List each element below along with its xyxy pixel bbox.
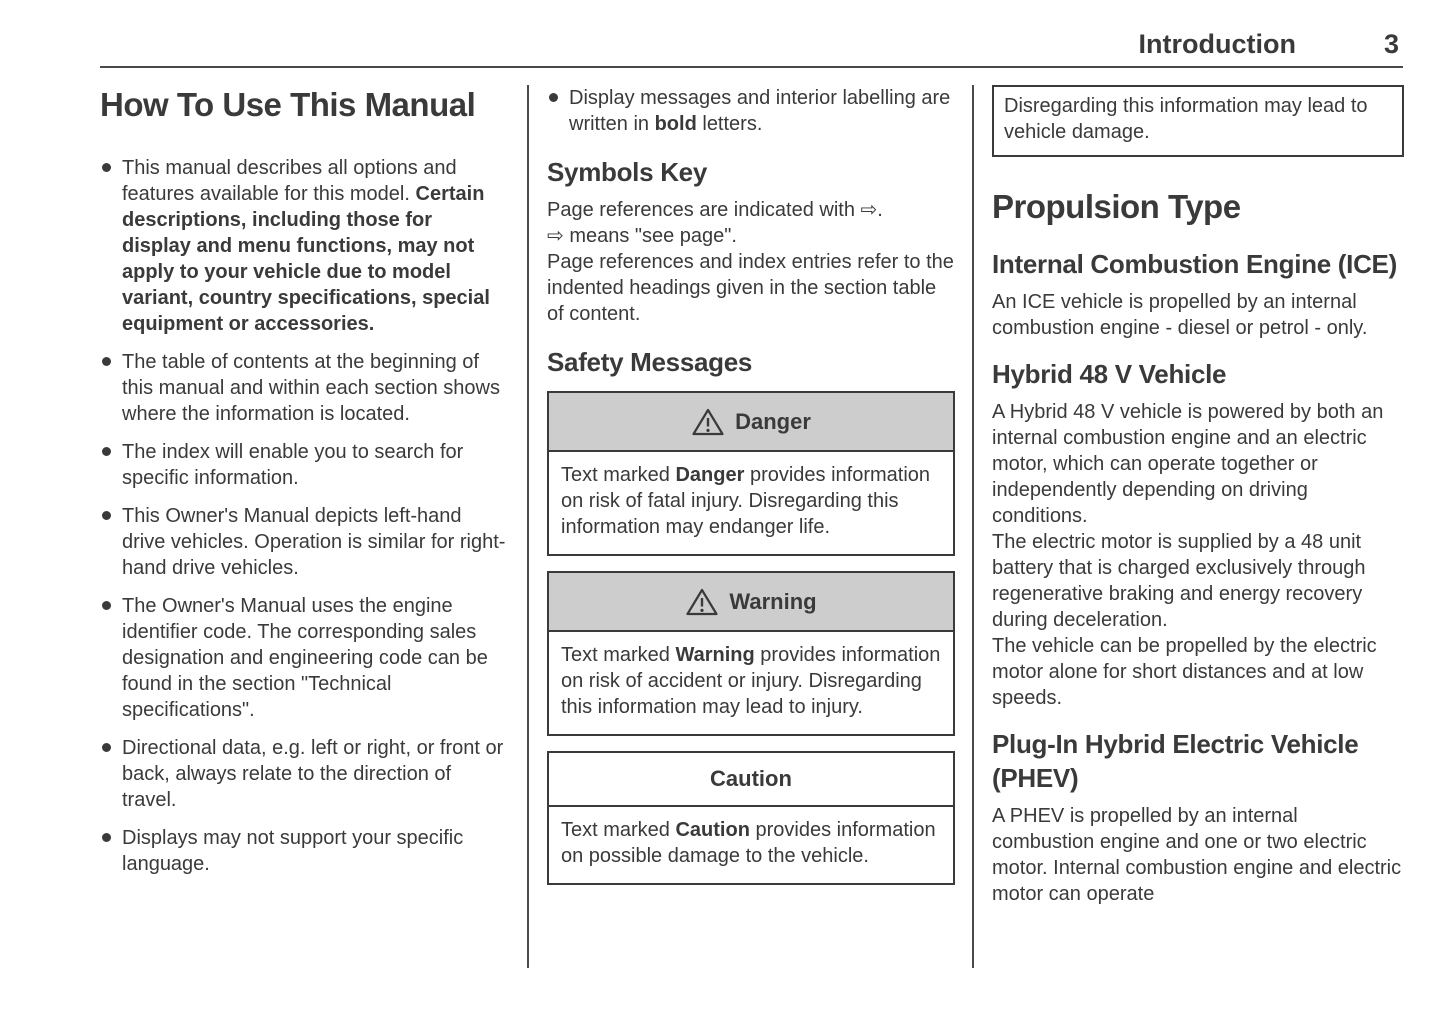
warning-box-title: Warning [729, 588, 817, 614]
column-divider-left [527, 85, 529, 968]
danger-box-title: Danger [735, 408, 811, 434]
bullet-list [547, 85, 955, 137]
bullet-text: Display messages and interior labelling are written in bold letters. [569, 87, 951, 135]
bullet-icon [102, 511, 111, 520]
list-item [100, 439, 506, 491]
list-item [100, 155, 506, 337]
danger-box-header [549, 393, 953, 452]
warning-box [547, 571, 955, 736]
subsection-title-phev: Plug-In Hybrid Electric Vehicle (PHEV) [992, 729, 1359, 793]
bullet-icon [549, 93, 558, 102]
bullet-text: Directional data, e.g. left or right, or front or back, always relate to the direction of travel. [122, 737, 504, 811]
page-number: 3 [1383, 29, 1399, 59]
bullet-text: This manual describes all options and features available for this model. Certain descriptions, including those for display and menu functions, may not apply to your vehicle due to model variant, country specifications, special equipment or accessories. [122, 157, 490, 335]
bullet-list [100, 155, 506, 877]
list-item [100, 349, 506, 427]
column-middle [547, 85, 955, 900]
bullet-icon [102, 447, 111, 456]
page-header [100, 0, 1403, 68]
paragraph: Page references and index entries refer to the indented headings given in the section table of content. [547, 251, 954, 325]
column-divider-right [972, 85, 974, 968]
list-item [547, 85, 955, 137]
subsection-title-ice: Internal Combustion Engine (ICE) [992, 249, 1397, 279]
caution-box-body: Text marked Caution provides information on possible damage to the vehicle. [561, 819, 936, 867]
column-right [992, 85, 1404, 907]
bullet-icon [102, 601, 111, 610]
danger-box-body: Text marked Danger provides information on risk of fatal injury. Disregarding this information may endanger life. [561, 464, 931, 538]
paragraph: Page references are indicated with ⇨. [547, 199, 883, 221]
bullet-text: Displays may not support your specific language. [122, 827, 464, 875]
bullet-text: The index will enable you to search for specific information. [122, 441, 464, 489]
danger-box [547, 391, 955, 556]
subsection-title-safety-messages: Safety Messages [547, 347, 753, 377]
warning-box-body: Text marked Warning provides information on risk of accident or injury. Disregarding this information may lead to injury. [561, 644, 941, 718]
section-title-propulsion-type: Propulsion Type [992, 188, 1241, 225]
warning-triangle-icon [685, 587, 719, 617]
subsection-title-symbols-key: Symbols Key [547, 157, 707, 187]
list-item [100, 825, 506, 877]
paragraph: An ICE vehicle is propelled by an internal combustion engine - diesel or petrol - only. [992, 291, 1368, 339]
caution-box-header [549, 753, 953, 807]
bullet-icon [102, 833, 111, 842]
bullet-text: The table of contents at the beginning of this manual and within each section shows where the information is located. [122, 351, 500, 425]
section-title-how-to-use: How To Use This Manual [100, 86, 476, 123]
column-left [100, 85, 506, 889]
bullet-icon [102, 163, 111, 172]
bullet-icon [102, 357, 111, 366]
bullet-text: This Owner's Manual depicts left-hand drive vehicles. Operation is similar for right-hand drive vehicles. [122, 505, 506, 579]
bullet-icon [102, 743, 111, 752]
header-section-label: Introduction [1138, 29, 1296, 59]
warning-box-header [549, 573, 953, 632]
caution-box [547, 751, 955, 885]
note-box: Disregarding this information may lead to vehicle damage. [992, 85, 1404, 157]
list-item [100, 735, 506, 813]
paragraph: ⇨ means "see page". [547, 225, 737, 247]
paragraph: The electric motor is supplied by a 48 unit battery that is charged exclusively through regenerative braking and energy recovery during deceleration. [992, 531, 1366, 631]
paragraph: The vehicle can be propelled by the electric motor alone for short distances and at low speeds. [992, 635, 1377, 709]
bullet-text: The Owner's Manual uses the engine identifier code. The corresponding sales designation and engineering code can be found in the section "Technical specifications". [122, 595, 488, 721]
subsection-title-hybrid-48v: Hybrid 48 V Vehicle [992, 359, 1227, 389]
caution-box-title: Caution [710, 766, 792, 791]
paragraph: A PHEV is propelled by an internal combustion engine and one or two electric motor. Internal combustion engine and electric motor can operate [992, 805, 1402, 905]
paragraph: A Hybrid 48 V vehicle is powered by both an internal combustion engine and an electric motor, which can operate together or independently depending on driving conditions. [992, 401, 1384, 527]
list-item [100, 503, 506, 581]
list-item [100, 593, 506, 723]
warning-triangle-icon [691, 407, 725, 437]
